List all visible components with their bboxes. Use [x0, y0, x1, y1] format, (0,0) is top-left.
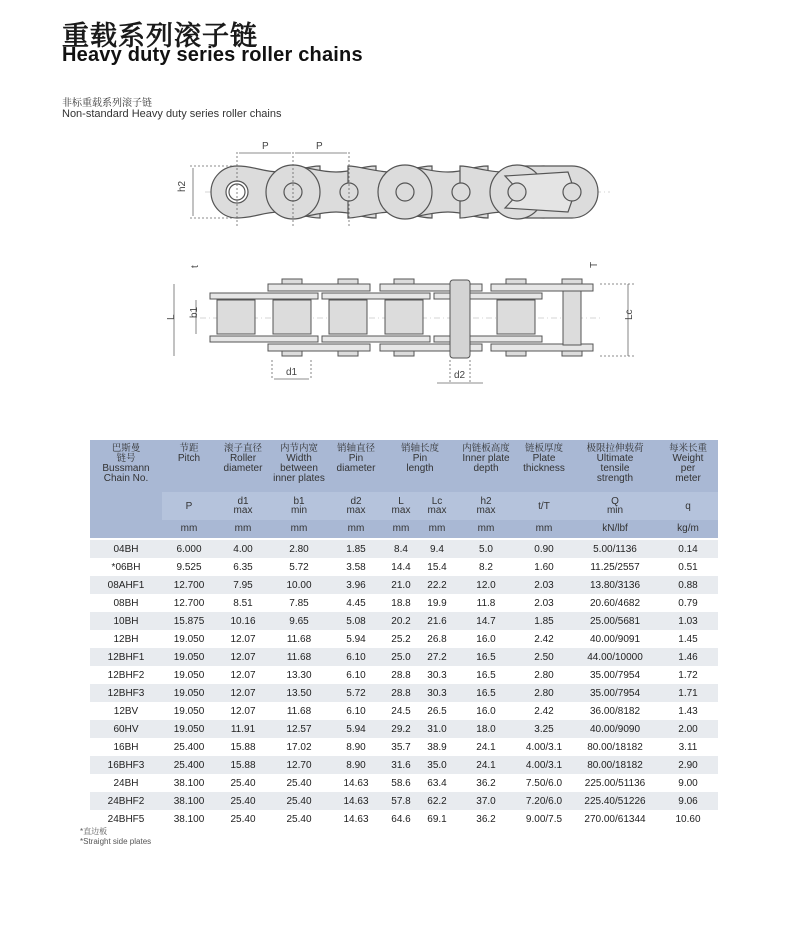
value-cell: 24.1 — [456, 738, 516, 756]
value-cell: 8.4 — [384, 539, 418, 558]
chain-no-cell: 16BH — [90, 738, 162, 756]
value-cell: 20.60/4682 — [572, 594, 658, 612]
table-row — [90, 756, 718, 774]
value-cell: 36.2 — [456, 810, 516, 828]
column-unit: mm — [162, 520, 216, 539]
value-cell: 27.2 — [418, 648, 456, 666]
value-cell: 35.7 — [384, 738, 418, 756]
pitch-label-1: P — [262, 141, 269, 152]
chain-no-cell: 04BH — [90, 539, 162, 558]
column-header-en: tensile — [600, 463, 630, 474]
value-cell: 14.63 — [328, 774, 384, 792]
column-symbol — [516, 492, 572, 520]
value-cell: 26.8 — [418, 630, 456, 648]
chain-no-header — [90, 440, 162, 520]
value-cell: 1.46 — [658, 648, 718, 666]
value-cell: 11.25/2557 — [572, 558, 658, 576]
column-header-en: inner plates — [273, 473, 325, 484]
value-cell: 5.94 — [328, 720, 384, 738]
symbol-sub: min — [606, 505, 624, 516]
column-header-cn: 滚子直径 — [223, 443, 262, 454]
value-cell: 57.8 — [384, 792, 418, 810]
value-cell: 4.00 — [216, 539, 270, 558]
value-cell: 13.50 — [270, 684, 328, 702]
chain-no-en2: Chain No. — [103, 473, 149, 484]
t-label: t — [190, 265, 201, 268]
value-cell: 5.94 — [328, 630, 384, 648]
chain-no-cell: 24BH — [90, 774, 162, 792]
value-cell: 38.100 — [162, 774, 216, 792]
chain-no-cn1: 巴斯曼 — [111, 443, 141, 454]
value-cell: 25.40 — [270, 792, 328, 810]
value-cell: 5.72 — [328, 684, 384, 702]
table-row — [90, 630, 718, 648]
value-cell: 19.050 — [162, 720, 216, 738]
value-cell: 2.03 — [516, 576, 572, 594]
value-cell: 58.6 — [384, 774, 418, 792]
value-cell: 19.050 — [162, 666, 216, 684]
column-header-en: thickness — [523, 463, 565, 474]
value-cell: 1.72 — [658, 666, 718, 684]
value-cell: 12.70 — [270, 756, 328, 774]
table-row — [90, 539, 718, 558]
column-header-en: diameter — [223, 463, 263, 474]
column-header — [328, 440, 384, 492]
symbol-text: b1 — [293, 496, 305, 507]
header-row-titles — [90, 440, 718, 492]
value-cell: 2.80 — [516, 684, 572, 702]
symbol-text: t/T — [538, 500, 550, 512]
value-cell: 11.91 — [216, 720, 270, 738]
value-cell: 6.10 — [328, 648, 384, 666]
value-cell: 9.4 — [418, 539, 456, 558]
value-cell: 8.51 — [216, 594, 270, 612]
value-cell: 11.68 — [270, 630, 328, 648]
column-header — [270, 440, 328, 492]
column-header-cn: 销轴直径 — [336, 443, 375, 454]
table-row — [90, 558, 718, 576]
value-cell: 6.000 — [162, 539, 216, 558]
value-cell: 16.0 — [456, 630, 516, 648]
symbol-text: L — [398, 496, 404, 507]
value-cell: 38.100 — [162, 810, 216, 828]
column-symbol — [270, 492, 328, 520]
d2-label: d2 — [454, 370, 466, 381]
column-unit: mm — [418, 520, 456, 539]
value-cell: 225.00/51136 — [572, 774, 658, 792]
value-cell: 9.00 — [658, 774, 718, 792]
value-cell: 12.700 — [162, 594, 216, 612]
value-cell: 25.40 — [216, 810, 270, 828]
value-cell: 10.60 — [658, 810, 718, 828]
value-cell: 17.02 — [270, 738, 328, 756]
value-cell: 7.50/6.0 — [516, 774, 572, 792]
table-row — [90, 594, 718, 612]
table-row — [90, 810, 718, 828]
column-symbol — [418, 492, 456, 520]
symbol-text: d1 — [237, 496, 249, 507]
symbol-sub: min — [290, 505, 308, 516]
value-cell: 19.050 — [162, 648, 216, 666]
value-cell: 3.96 — [328, 576, 384, 594]
value-cell: 5.72 — [270, 558, 328, 576]
column-header-en: Inner plate — [462, 453, 510, 464]
value-cell: 0.79 — [658, 594, 718, 612]
value-cell: 16.5 — [456, 648, 516, 666]
h2-label: h2 — [177, 180, 188, 192]
value-cell: 0.88 — [658, 576, 718, 594]
title-cn: 重载系列滚子链 — [62, 21, 258, 52]
symbol-sub: max — [476, 505, 496, 516]
value-cell: 69.1 — [418, 810, 456, 828]
table-row — [90, 666, 718, 684]
column-header — [516, 440, 572, 492]
pitch-label-2: P — [316, 141, 323, 152]
value-cell: 1.43 — [658, 702, 718, 720]
value-cell: 1.71 — [658, 684, 718, 702]
column-header-en: meter — [675, 473, 701, 484]
table-row — [90, 702, 718, 720]
symbol-sub: max — [233, 505, 253, 516]
symbol-sub: max — [391, 505, 411, 516]
value-cell: 4.00/3.1 — [516, 756, 572, 774]
value-cell: 24.1 — [456, 756, 516, 774]
column-unit: mm — [516, 520, 572, 539]
column-unit: mm — [216, 520, 270, 539]
value-cell: 19.050 — [162, 630, 216, 648]
column-header-en: per — [680, 463, 696, 474]
value-cell: 18.8 — [384, 594, 418, 612]
value-cell: 40.00/9090 — [572, 720, 658, 738]
column-header-en: diameter — [336, 463, 376, 474]
value-cell: 80.00/18182 — [572, 738, 658, 756]
value-cell: 25.40 — [216, 774, 270, 792]
column-header-cn: 链板厚度 — [524, 443, 563, 454]
value-cell: 14.63 — [328, 792, 384, 810]
value-cell: 9.00/7.5 — [516, 810, 572, 828]
column-symbol — [456, 492, 516, 520]
column-header — [658, 440, 718, 492]
value-cell: 12.07 — [216, 702, 270, 720]
value-cell: 25.40 — [216, 792, 270, 810]
value-cell: 8.90 — [328, 756, 384, 774]
value-cell: 12.07 — [216, 684, 270, 702]
chain-no-cell: 16BHF3 — [90, 756, 162, 774]
header-row-symbols — [90, 492, 718, 520]
value-cell: 5.08 — [328, 612, 384, 630]
value-cell: 15.875 — [162, 612, 216, 630]
column-header-en: Ultimate — [596, 453, 634, 464]
column-header-en: between — [280, 463, 318, 474]
column-header-en: Width — [286, 453, 312, 464]
value-cell: 1.60 — [516, 558, 572, 576]
table-row — [90, 684, 718, 702]
chain-no-cell: 12BV — [90, 702, 162, 720]
value-cell: 8.2 — [456, 558, 516, 576]
value-cell: 13.80/3136 — [572, 576, 658, 594]
big-t-label: T — [589, 261, 600, 268]
value-cell: 5.0 — [456, 539, 516, 558]
value-cell: 25.40 — [270, 810, 328, 828]
table-row — [90, 576, 718, 594]
value-cell: 2.03 — [516, 594, 572, 612]
chain-no-cell: 08BH — [90, 594, 162, 612]
column-header-en: Pin — [348, 453, 364, 464]
column-header — [216, 440, 270, 492]
value-cell: 40.00/9091 — [572, 630, 658, 648]
value-cell: 2.80 — [270, 539, 328, 558]
value-cell: 12.57 — [270, 720, 328, 738]
value-cell: 7.85 — [270, 594, 328, 612]
value-cell: 8.90 — [328, 738, 384, 756]
value-cell: 22.2 — [418, 576, 456, 594]
column-unit: mm — [270, 520, 328, 539]
value-cell: 25.400 — [162, 756, 216, 774]
symbol-text: q — [685, 500, 691, 512]
value-cell: 31.0 — [418, 720, 456, 738]
value-cell: 35.00/7954 — [572, 666, 658, 684]
value-cell: 6.10 — [328, 666, 384, 684]
value-cell: 37.0 — [456, 792, 516, 810]
column-header-cn: 每米长重 — [668, 443, 707, 454]
value-cell: 36.00/8182 — [572, 702, 658, 720]
value-cell: 6.35 — [216, 558, 270, 576]
value-cell: 63.4 — [418, 774, 456, 792]
table-row — [90, 774, 718, 792]
value-cell: 0.90 — [516, 539, 572, 558]
column-unit: kN/lbf — [572, 520, 658, 539]
chain-no-cell: 12BHF1 — [90, 648, 162, 666]
value-cell: 29.2 — [384, 720, 418, 738]
value-cell: 9.65 — [270, 612, 328, 630]
subtitle-en: Non-standard Heavy duty series roller chains — [62, 108, 282, 120]
value-cell: 0.14 — [658, 539, 718, 558]
value-cell: 1.85 — [328, 539, 384, 558]
column-header-en: depth — [473, 463, 499, 474]
value-cell: 25.400 — [162, 738, 216, 756]
table-row — [90, 792, 718, 810]
column-header-cn: 内链板高度 — [462, 443, 510, 454]
value-cell: 20.2 — [384, 612, 418, 630]
chain-no-cell: 24BHF2 — [90, 792, 162, 810]
chain-no-cell: 10BH — [90, 612, 162, 630]
symbol-sub: max — [346, 505, 366, 516]
column-header — [456, 440, 516, 492]
value-cell: 11.68 — [270, 702, 328, 720]
column-header-en: Weight — [672, 453, 704, 464]
value-cell: 12.0 — [456, 576, 516, 594]
value-cell: 15.4 — [418, 558, 456, 576]
value-cell: 30.3 — [418, 684, 456, 702]
value-cell: 16.5 — [456, 666, 516, 684]
lc-label: Lc — [624, 309, 635, 320]
l-label: L — [166, 314, 177, 320]
value-cell: 14.4 — [384, 558, 418, 576]
value-cell: 2.42 — [516, 630, 572, 648]
value-cell: 18.0 — [456, 720, 516, 738]
d1-label: d1 — [286, 367, 298, 378]
column-header — [384, 440, 456, 492]
chain-no-cell: 12BHF3 — [90, 684, 162, 702]
table-row — [90, 720, 718, 738]
value-cell: 44.00/10000 — [572, 648, 658, 666]
value-cell: 19.050 — [162, 702, 216, 720]
b1-label: b1 — [189, 306, 200, 318]
table-row — [90, 648, 718, 666]
value-cell: 6.10 — [328, 702, 384, 720]
value-cell: 12.07 — [216, 648, 270, 666]
value-cell: 7.20/6.0 — [516, 792, 572, 810]
value-cell: 64.6 — [384, 810, 418, 828]
value-cell: 2.80 — [516, 666, 572, 684]
chain-no-cell: 60HV — [90, 720, 162, 738]
value-cell: 36.2 — [456, 774, 516, 792]
column-header-en: Plate — [532, 453, 556, 464]
chain-no-cell: *06BH — [90, 558, 162, 576]
column-symbol — [658, 492, 718, 520]
column-header — [162, 440, 216, 492]
value-cell: 31.6 — [384, 756, 418, 774]
symbol-text: P — [185, 500, 193, 512]
column-symbol — [572, 492, 658, 520]
value-cell: 19.9 — [418, 594, 456, 612]
header-row-units — [90, 520, 718, 539]
value-cell: 16.5 — [456, 684, 516, 702]
column-header-cn: 极限拉伸载荷 — [586, 443, 644, 454]
table-row — [90, 612, 718, 630]
value-cell: 3.11 — [658, 738, 718, 756]
value-cell: 15.88 — [216, 738, 270, 756]
column-header-en: Pin — [412, 453, 428, 464]
value-cell: 21.6 — [418, 612, 456, 630]
chain-no-cell: 12BH — [90, 630, 162, 648]
value-cell: 2.50 — [516, 648, 572, 666]
symbol-text: Q — [611, 496, 619, 507]
column-header — [572, 440, 658, 492]
value-cell: 28.8 — [384, 684, 418, 702]
unit-blank — [90, 520, 162, 539]
value-cell: 13.30 — [270, 666, 328, 684]
value-cell: 16.0 — [456, 702, 516, 720]
value-cell: 30.3 — [418, 666, 456, 684]
value-cell: 7.95 — [216, 576, 270, 594]
column-unit: mm — [456, 520, 516, 539]
value-cell: 9.525 — [162, 558, 216, 576]
spec-table — [90, 440, 718, 828]
column-header-en: Roller — [229, 453, 257, 464]
symbol-text: Lc — [431, 496, 443, 507]
note-en: *Straight side plates — [80, 837, 152, 846]
column-symbol — [162, 492, 216, 520]
value-cell: 12.07 — [216, 630, 270, 648]
value-cell: 25.0 — [384, 648, 418, 666]
value-cell: 38.9 — [418, 738, 456, 756]
value-cell: 35.00/7954 — [572, 684, 658, 702]
symbol-text: d2 — [350, 496, 362, 507]
value-cell: 35.0 — [418, 756, 456, 774]
title-en: Heavy duty series roller chains — [62, 44, 363, 66]
note-cn: *直边板 — [80, 827, 108, 836]
value-cell: 3.25 — [516, 720, 572, 738]
column-unit: mm — [384, 520, 418, 539]
chain-side-view — [190, 152, 610, 228]
value-cell: 1.85 — [516, 612, 572, 630]
table-row — [90, 738, 718, 756]
value-cell: 24.5 — [384, 702, 418, 720]
chain-diagrams — [0, 0, 800, 400]
value-cell: 1.03 — [658, 612, 718, 630]
value-cell: 19.050 — [162, 684, 216, 702]
value-cell: 225.40/51226 — [572, 792, 658, 810]
spec-table-body — [90, 539, 718, 828]
column-header-en: length — [406, 463, 434, 474]
value-cell: 21.0 — [384, 576, 418, 594]
subtitle-cn: 非标重载系列滚子链 — [62, 98, 152, 109]
value-cell: 3.58 — [328, 558, 384, 576]
column-unit: kg/m — [658, 520, 718, 539]
value-cell: 62.2 — [418, 792, 456, 810]
chain-top-view — [174, 279, 636, 384]
symbol-sub: max — [427, 505, 447, 516]
value-cell: 2.90 — [658, 756, 718, 774]
value-cell: 25.2 — [384, 630, 418, 648]
value-cell: 11.8 — [456, 594, 516, 612]
chain-no-cell: 24BHF5 — [90, 810, 162, 828]
value-cell: 26.5 — [418, 702, 456, 720]
value-cell: 10.00 — [270, 576, 328, 594]
value-cell: 2.00 — [658, 720, 718, 738]
value-cell: 14.63 — [328, 810, 384, 828]
chain-no-cell: 12BHF2 — [90, 666, 162, 684]
column-symbol — [328, 492, 384, 520]
value-cell: 14.7 — [456, 612, 516, 630]
column-header-en: Pitch — [177, 453, 201, 464]
value-cell: 270.00/61344 — [572, 810, 658, 828]
chain-no-en1: Bussmann — [102, 463, 150, 474]
column-symbol — [384, 492, 418, 520]
value-cell: 4.00/3.1 — [516, 738, 572, 756]
value-cell: 11.68 — [270, 648, 328, 666]
value-cell: 25.40 — [270, 774, 328, 792]
value-cell: 5.00/1136 — [572, 539, 658, 558]
column-header-cn: 节距 — [179, 443, 199, 454]
value-cell: 38.100 — [162, 792, 216, 810]
value-cell: 12.07 — [216, 666, 270, 684]
column-header-cn: 销轴长度 — [400, 443, 439, 454]
value-cell: 0.51 — [658, 558, 718, 576]
column-unit: mm — [328, 520, 384, 539]
value-cell: 9.06 — [658, 792, 718, 810]
column-symbol — [216, 492, 270, 520]
value-cell: 15.88 — [216, 756, 270, 774]
column-header-cn: 内节内宽 — [279, 443, 318, 454]
value-cell: 2.42 — [516, 702, 572, 720]
value-cell: 4.45 — [328, 594, 384, 612]
symbol-text: h2 — [480, 496, 492, 507]
value-cell: 10.16 — [216, 612, 270, 630]
chain-no-cn2: 链号 — [116, 453, 136, 464]
value-cell: 25.00/5681 — [572, 612, 658, 630]
value-cell: 28.8 — [384, 666, 418, 684]
chain-no-cell: 08AHF1 — [90, 576, 162, 594]
column-header-en: strength — [596, 473, 634, 484]
value-cell: 1.45 — [658, 630, 718, 648]
value-cell: 80.00/18182 — [572, 756, 658, 774]
value-cell: 12.700 — [162, 576, 216, 594]
